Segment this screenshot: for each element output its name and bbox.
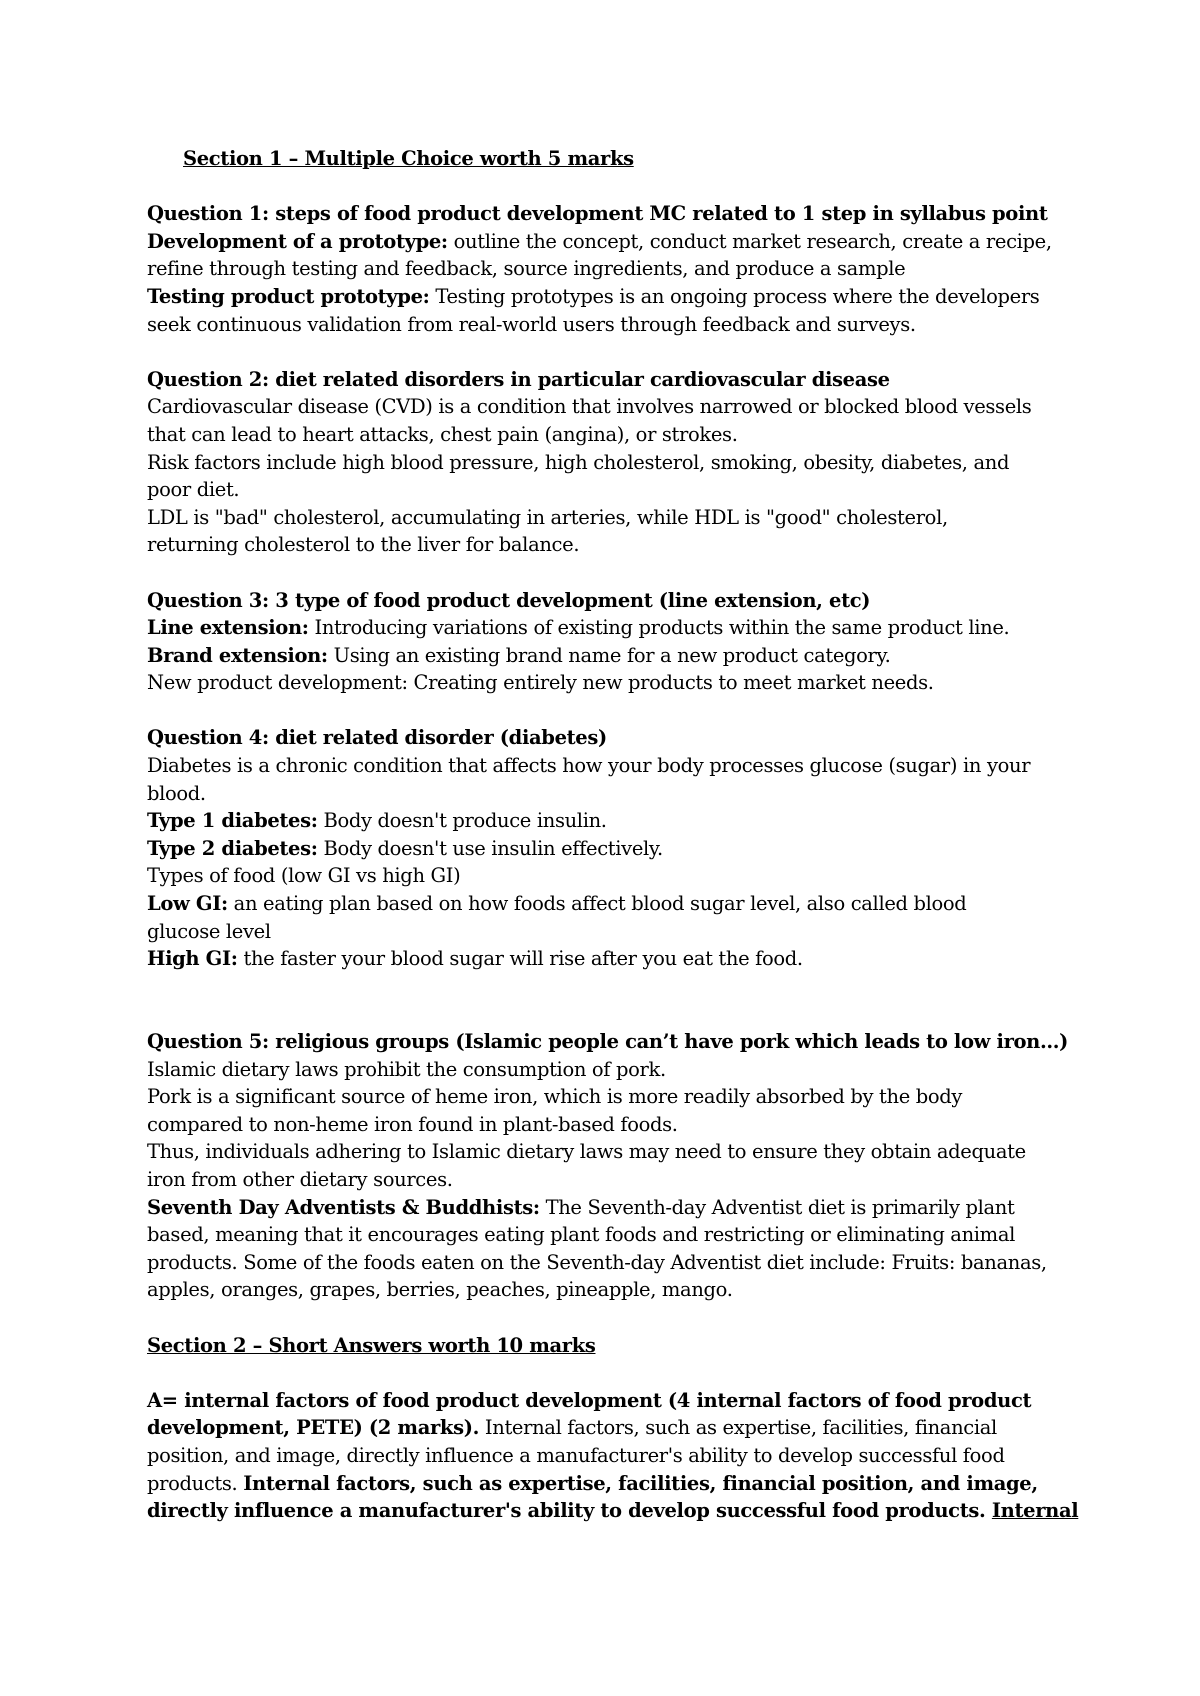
section-2-answer-line xyxy=(147,1470,1077,1498)
q1-development-text: outline the concept, conduct market research, create a recipe, xyxy=(447,229,1052,253)
q1-development-line-2: refine through testing and feedback, source ingredients, and produce a sample xyxy=(147,257,906,281)
question-2-title: Question 2: diet related disorders in particular cardiovascular disease xyxy=(147,367,890,391)
q2-text-line: that can lead to heart attacks, chest pain (angina), or strokes. xyxy=(147,422,738,446)
question-1-title: Question 1: steps of food product development MC related to 1 step in syllabus point xyxy=(147,202,1048,226)
section-2-question-a: A= internal factors of food product development (4 internal factors of food product xyxy=(147,1388,1032,1412)
section-2-answer-text: Internal factors, such as expertise, facilities, financial xyxy=(479,1416,997,1440)
q4-type-1 xyxy=(147,807,1077,835)
q4-low-gi-line-2: glucose level xyxy=(147,919,271,943)
section-2-answer-bold: Internal factors, such as expertise, facilities, financial position, and image, xyxy=(243,1471,1038,1495)
q3-brand-extension xyxy=(147,642,1077,670)
q3-brand-extension-label: Brand extension: xyxy=(147,643,328,667)
section-2-answer-bold-underlined: Internal xyxy=(991,1499,1079,1523)
section-2-answer-text: products. xyxy=(147,1471,244,1495)
q4-high-gi-text: the faster your blood sugar will rise after you eat the food. xyxy=(237,947,803,971)
q5-text-line: apples, oranges, grapes, berries, peaches, pineapple, mango. xyxy=(147,1278,733,1302)
q4-low-gi-label: Low GI: xyxy=(147,892,228,916)
q4-type-2-text: Body doesn't use insulin effectively. xyxy=(317,836,663,860)
document-body xyxy=(147,145,1077,1525)
question-4-title: Question 4: diet related disorder (diabetes) xyxy=(147,726,607,750)
q3-new-product-development: New product development: Creating entirely new products to meet market needs. xyxy=(147,671,934,695)
q5-text-line: compared to non-heme iron found in plant-based foods. xyxy=(147,1112,678,1136)
q4-type-1-label: Type 1 diabetes: xyxy=(147,809,318,833)
q4-type-1-text: Body doesn't produce insulin. xyxy=(317,809,607,833)
q5-text-line: based, meaning that it encourages eating plant foods and restricting or eliminating animal xyxy=(147,1223,1015,1247)
q5-text-line: Islamic dietary laws prohibit the consumption of pork. xyxy=(147,1057,666,1081)
q4-types-of-food: Types of food (low GI vs high GI) xyxy=(147,864,461,888)
section-2-answer-bold: directly influence a manufacturer's ability to develop successful food products. xyxy=(147,1499,992,1523)
q3-brand-extension-text: Using an existing brand name for a new product category. xyxy=(327,643,891,667)
q4-text-line: blood. xyxy=(147,781,206,805)
q5-text-line: Thus, individuals adhering to Islamic dietary laws may need to ensure they obtain adequate xyxy=(147,1140,1026,1164)
q1-testing-text: Testing prototypes is an ongoing process where the developers xyxy=(429,284,1040,308)
question-3-title: Question 3: 3 type of food product development (line extension, etc) xyxy=(147,588,871,612)
q3-line-extension xyxy=(147,614,1077,642)
q4-low-gi xyxy=(147,890,1077,918)
q4-high-gi xyxy=(147,945,1077,973)
section-2-question-a-cont: development, PETE) (2 marks). xyxy=(147,1416,480,1440)
q5-text-line: products. Some of the foods eaten on the Seventh-day Adventist diet include: Fruits: bananas, xyxy=(147,1250,1047,1274)
q5-seventh-day-text: The Seventh-day Adventist diet is primarily plant xyxy=(539,1195,1015,1219)
section-2-answer-line: position, and image, directly influence a manufacturer's ability to develop successful food xyxy=(147,1443,1005,1467)
section-1-heading: Section 1 – Multiple Choice worth 5 marks xyxy=(183,147,634,170)
q2-text-line: poor diet. xyxy=(147,478,240,502)
q4-type-2 xyxy=(147,835,1077,863)
question-5-title: Question 5: religious groups (Islamic people can’t have pork which leads to low iron…) xyxy=(147,1030,1069,1053)
q1-testing-line xyxy=(147,283,1077,311)
q1-development-line xyxy=(147,228,1077,256)
q2-text-line: returning cholesterol to the liver for balance. xyxy=(147,533,580,557)
q5-text-line: iron from other dietary sources. xyxy=(147,1167,453,1191)
section-2-answer-line xyxy=(147,1497,1077,1525)
section-2-heading: Section 2 – Short Answers worth 10 marks xyxy=(147,1333,596,1357)
q3-line-extension-text: Introducing variations of existing products within the same product line. xyxy=(308,616,1010,640)
q1-testing-line-2: seek continuous validation from real-world users through feedback and surveys. xyxy=(147,312,916,336)
q4-text-line: Diabetes is a chronic condition that affects how your body processes glucose (sugar) in your xyxy=(147,754,1031,778)
q2-text-line: Risk factors include high blood pressure, high cholesterol, smoking, obesity, diabetes, and xyxy=(147,450,1010,474)
q4-type-2-label: Type 2 diabetes: xyxy=(147,836,318,860)
q1-testing-label: Testing product prototype: xyxy=(147,284,430,308)
q4-high-gi-label: High GI: xyxy=(147,947,238,971)
q2-text-line: Cardiovascular disease (CVD) is a condition that involves narrowed or blocked blood vessels xyxy=(147,395,1032,419)
q3-line-extension-label: Line extension: xyxy=(147,616,309,640)
q1-development-label: Development of a prototype: xyxy=(147,229,448,253)
q4-low-gi-text: an eating plan based on how foods affect blood sugar level, also called blood xyxy=(227,892,967,916)
q2-text-line: LDL is "bad" cholesterol, accumulating in arteries, while HDL is "good" cholesterol, xyxy=(147,505,948,529)
q5-seventh-day xyxy=(147,1194,1077,1222)
section-2-answer-line xyxy=(147,1414,1077,1442)
q5-seventh-day-label: Seventh Day Adventists & Buddhists: xyxy=(147,1195,540,1219)
q5-text-line: Pork is a significant source of heme iron, which is more readily absorbed by the body xyxy=(147,1085,963,1109)
